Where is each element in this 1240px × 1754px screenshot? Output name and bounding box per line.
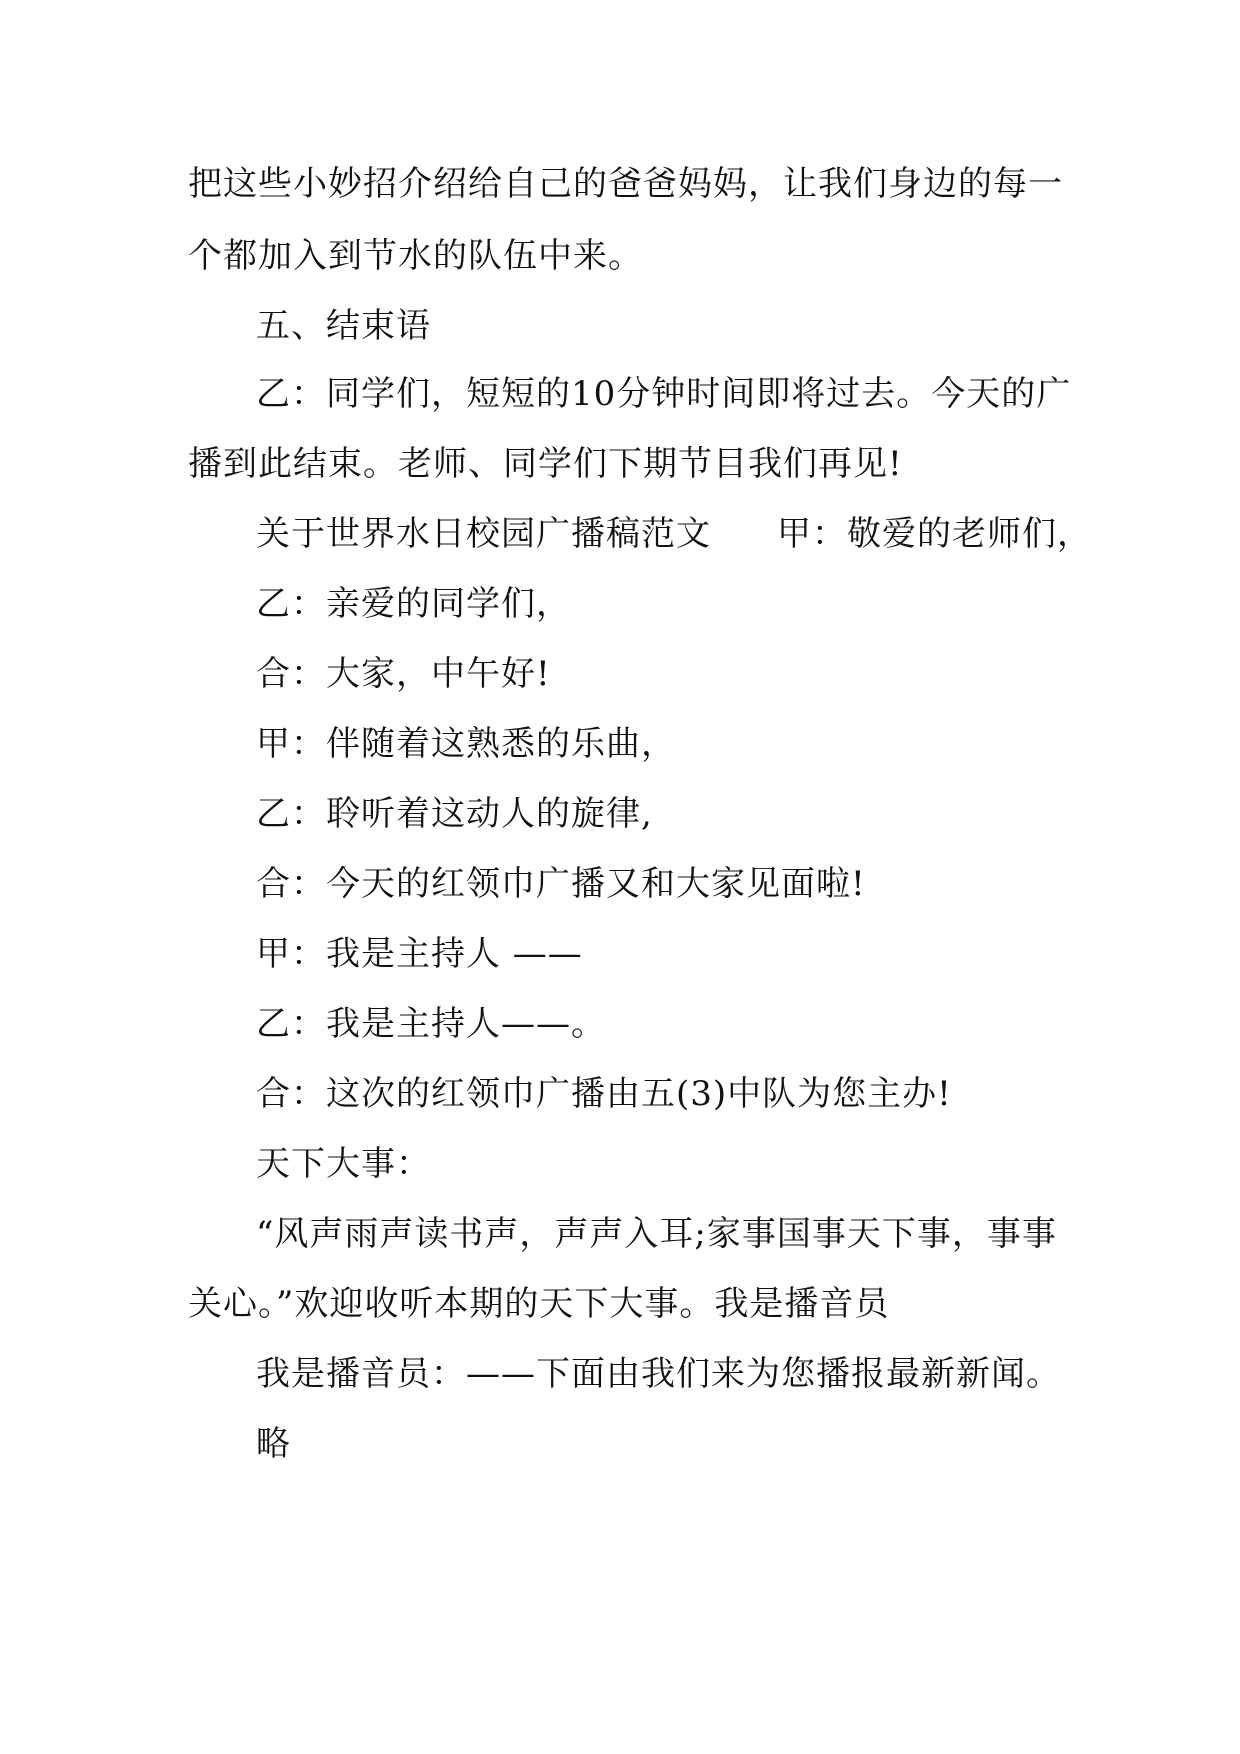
dialogue-line: 合：这次的红领巾广播由五(3)中队为您主办! bbox=[256, 1074, 952, 1114]
dialogue-line: 合：今天的红领巾广播又和大家见面啦! bbox=[256, 864, 866, 904]
paragraph-line: 我是播音员：——下面由我们来为您播报最新新闻。 bbox=[256, 1354, 1061, 1394]
dialogue-line: 甲：伴随着这熟悉的乐曲， bbox=[256, 724, 676, 764]
paragraph-line: 略 bbox=[256, 1424, 291, 1464]
paragraph-line: “风声雨声读书声，声声入耳;家事国事天下事，事事 bbox=[256, 1214, 1057, 1254]
paragraph-line: 乙：同学们，短短的10分钟时间即将过去。今天的广 bbox=[256, 374, 1072, 414]
paragraph-line: 播到此结束。老师、同学们下期节目我们再见! bbox=[188, 444, 903, 484]
paragraph-line: 个都加入到节水的队伍中来。 bbox=[188, 236, 643, 276]
article-title: 关于世界水日校园广播稿范文 bbox=[256, 514, 711, 554]
paragraph-line: 把这些小妙招介绍给自己的爸爸妈妈，让我们身边的每一 bbox=[188, 164, 1063, 204]
section-heading: 天下大事： bbox=[256, 1144, 431, 1184]
paragraph-line: 关心。”欢迎收听本期的天下大事。我是播音员 bbox=[188, 1284, 890, 1324]
dialogue-line: 甲：敬爱的老师们， bbox=[777, 514, 1092, 554]
dialogue-line: 乙：我是主持人——。 bbox=[256, 1004, 606, 1044]
dialogue-line: 乙：聆听着这动人的旋律, bbox=[256, 794, 653, 834]
dialogue-line: 甲：我是主持人 —— bbox=[256, 934, 583, 974]
article-title-line bbox=[256, 514, 1092, 554]
dialogue-line: 乙：亲爱的同学们， bbox=[256, 584, 571, 624]
dialogue-line: 合：大家，中午好! bbox=[256, 654, 551, 694]
section-heading: 五、结束语 bbox=[256, 306, 431, 346]
